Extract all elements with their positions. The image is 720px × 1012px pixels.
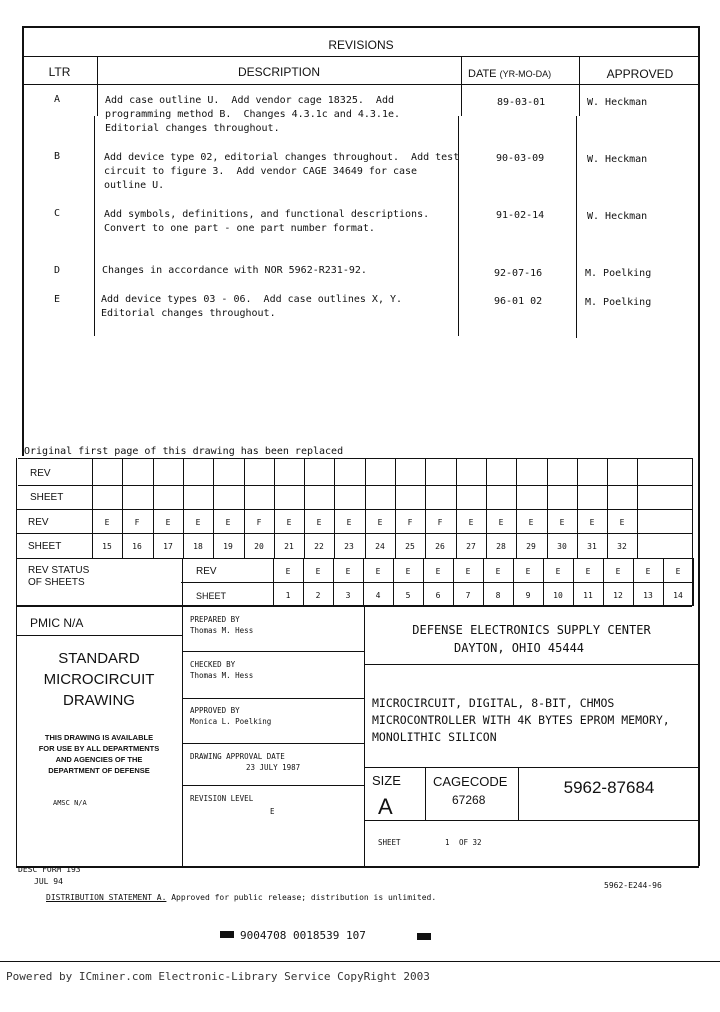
rev-row-date: 96-01 02 bbox=[494, 296, 543, 307]
checked-by-label: CHECKED BY bbox=[190, 660, 236, 669]
rev-row-ltr: E bbox=[54, 294, 61, 305]
amsc-label: AMSC N/A bbox=[53, 799, 87, 807]
col-divider-ltr bbox=[97, 56, 98, 116]
status-sheet-label: SHEET bbox=[196, 591, 227, 601]
title-divider bbox=[364, 767, 699, 768]
status-sheet-cell: 7 bbox=[465, 591, 471, 600]
grid-rev-cell: E bbox=[165, 518, 171, 527]
size-divider bbox=[364, 820, 699, 821]
agency-location: DAYTON, OHIO 45444 bbox=[453, 641, 585, 655]
grid-sheet-cell: 32 bbox=[617, 542, 627, 551]
rev-row-ltr: C bbox=[54, 208, 61, 219]
rev-row-description: Add device type 02, editorial changes throughout. Add test circuit to figure 3. Add vendor CAGE 34649 for case outline U. bbox=[104, 152, 460, 191]
pmic-divider bbox=[16, 635, 182, 636]
grid-sheet-cell: 23 bbox=[344, 542, 354, 551]
approval-date-label: DRAWING APPROVAL DATE bbox=[190, 752, 285, 761]
status-sheet-cell: 8 bbox=[495, 591, 501, 600]
rev-row-date: 91-02-14 bbox=[496, 210, 545, 221]
status-sheet-cell: 11 bbox=[583, 591, 593, 600]
sheet-total: OF 32 bbox=[459, 838, 482, 847]
grid-sheet-cell: 22 bbox=[314, 542, 324, 551]
col-divider-ltr-lower bbox=[94, 116, 95, 336]
rev-row-description: Changes in accordance with NOR 5962-R231-92. bbox=[102, 265, 367, 276]
agency-name: DEFENSE ELECTRONICS SUPPLY CENTER bbox=[412, 623, 651, 637]
status-sheet-cell: 9 bbox=[525, 591, 531, 600]
grid-sheet-cell: 28 bbox=[496, 542, 506, 551]
grid-rev-cell: E bbox=[316, 518, 322, 527]
approval-date: 23 JULY 1987 bbox=[246, 763, 301, 772]
barcode-mark-left bbox=[220, 931, 234, 938]
rev-row-description: Add device types 03 - 06. Add case outlines X, Y. Editorial changes throughout. bbox=[101, 294, 403, 319]
description-header: DESCRIPTION bbox=[237, 65, 320, 79]
status-rev-cell: E bbox=[315, 567, 321, 576]
status-sheet-cell: 14 bbox=[673, 591, 683, 600]
grid-rev-cell: F bbox=[407, 518, 413, 527]
status-sheet-cell: 3 bbox=[345, 591, 351, 600]
status-sheet-cell: 13 bbox=[643, 591, 653, 600]
grid-rev-cell: F bbox=[134, 518, 140, 527]
grid-sheet-cell: 21 bbox=[284, 542, 294, 551]
col-divider-approved-lower bbox=[576, 116, 577, 338]
grid-rev-cell: E bbox=[589, 518, 595, 527]
document-reference: 5962-E244-96 bbox=[604, 881, 662, 890]
status-rev-cell: E bbox=[555, 567, 561, 576]
title-block-bottom bbox=[16, 866, 699, 868]
status-rev-cell: E bbox=[435, 567, 441, 576]
grid-line-4 bbox=[16, 533, 692, 534]
rev-row-approved: M. Poelking bbox=[585, 297, 652, 308]
grid-sheet-cell: 17 bbox=[163, 542, 173, 551]
cage-code-label: CAGECODE bbox=[433, 774, 508, 789]
prep-divider bbox=[182, 651, 364, 652]
ltr-header: LTR bbox=[48, 65, 71, 79]
col-divider-date-lower bbox=[458, 116, 459, 336]
drawing-title: MICROCIRCUIT, DIGITAL, 8-BIT, CHMOS MICROCONTROLLER WITH 4K BYTES EPROM MEMORY, MONOLITHIC SILICON bbox=[372, 696, 670, 744]
status-rev-label: REV bbox=[196, 566, 217, 577]
status-rev-cell: E bbox=[495, 567, 501, 576]
rev-row-description: Add symbols, definitions, and functional descriptions. Convert to one part - one part number format. bbox=[104, 209, 430, 234]
frame-right bbox=[698, 26, 700, 866]
size-value: A bbox=[378, 794, 393, 819]
status-sheet-cell: 6 bbox=[435, 591, 441, 600]
rev-row-approved: W. Heckman bbox=[587, 154, 648, 165]
sheet-number: 1 bbox=[445, 838, 450, 847]
rev-row-date: 89-03-01 bbox=[497, 97, 546, 108]
grid-rev-cell: E bbox=[559, 518, 565, 527]
status-rev-cell: E bbox=[285, 567, 291, 576]
size-cage-divider bbox=[425, 767, 426, 820]
prepared-by-name: Thomas M. Hess bbox=[190, 626, 254, 635]
revisions-title: REVISIONS bbox=[328, 38, 394, 52]
grid-rev-cell: E bbox=[195, 518, 201, 527]
grid-sheet-label-2: SHEET bbox=[28, 541, 62, 552]
rev-row-ltr: D bbox=[54, 265, 61, 276]
approved-by-label: APPROVED BY bbox=[190, 706, 240, 715]
status-sheet-cell: 4 bbox=[375, 591, 381, 600]
status-column-divider bbox=[693, 558, 694, 606]
standard-drawing-title: STANDARD MICROCIRCUIT DRAWING bbox=[43, 650, 155, 709]
approve-divider bbox=[182, 743, 364, 744]
pmic-label: PMIC N/A bbox=[30, 616, 84, 630]
grid-sheet-cell: 20 bbox=[254, 542, 264, 551]
status-rev-cell: E bbox=[405, 567, 411, 576]
sheet-label: SHEET bbox=[378, 838, 401, 847]
approved-header: APPROVED bbox=[606, 67, 674, 81]
availability-note: THIS DRAWING IS AVAILABLE FOR USE BY ALL DEPARTMENTS AND AGENCIES OF THE DEPARTMENT OF DEFENSE bbox=[38, 733, 160, 775]
frame-left bbox=[22, 26, 24, 456]
checked-by-name: Thomas M. Hess bbox=[190, 671, 254, 680]
barcode-mark-right bbox=[417, 933, 431, 940]
date-header: DATE (YR-MO-DA) bbox=[468, 68, 552, 80]
prepared-by-label: PREPARED BY bbox=[190, 615, 240, 624]
grid-column-divider bbox=[637, 458, 638, 558]
revision-level: E bbox=[270, 807, 275, 816]
status-sheet-cell: 5 bbox=[405, 591, 411, 600]
grid-rev-label-2: REV bbox=[28, 517, 49, 528]
grid-rev-cell: E bbox=[498, 518, 504, 527]
status-sheet-cell: 10 bbox=[553, 591, 563, 600]
barcode-text: 9004708 0018539 107 bbox=[240, 929, 366, 942]
rev-row-approved: W. Heckman bbox=[587, 211, 648, 222]
approved-by-name: Monica L. Poelking bbox=[190, 717, 272, 726]
grid-line-2 bbox=[18, 485, 692, 486]
grid-sheet-label: SHEET bbox=[30, 492, 64, 503]
size-label: SIZE bbox=[372, 773, 401, 788]
cage-code: 67268 bbox=[452, 793, 486, 807]
status-rev-cell: E bbox=[345, 567, 351, 576]
rev-row-ltr: A bbox=[54, 94, 61, 105]
grid-rev-cell: E bbox=[377, 518, 383, 527]
grid-sheet-cell: 15 bbox=[102, 542, 112, 551]
replaced-note: Original first page of this drawing has been replaced bbox=[24, 446, 344, 457]
grid-rev-cell: F bbox=[437, 518, 443, 527]
status-sheet-cell: 12 bbox=[613, 591, 623, 600]
status-rev-cell: E bbox=[675, 567, 681, 576]
form-number: DESC FORM 193 bbox=[18, 865, 81, 874]
grid-sheet-cell: 18 bbox=[193, 542, 203, 551]
revisions-header-divider bbox=[22, 56, 700, 57]
grid-rev-cell: E bbox=[286, 518, 292, 527]
status-rev-cell: E bbox=[615, 567, 621, 576]
frame-top bbox=[22, 26, 700, 28]
status-rev-cell: E bbox=[525, 567, 531, 576]
status-rev-cell: E bbox=[465, 567, 471, 576]
grid-rev-cell: E bbox=[346, 518, 352, 527]
form-date: JUL 94 bbox=[34, 877, 63, 886]
rev-row-ltr: B bbox=[54, 151, 61, 162]
rev-status-label: REV STATUS OF SHEETS bbox=[28, 565, 90, 588]
powered-divider bbox=[0, 961, 720, 962]
revision-level-label: REVISION LEVEL bbox=[190, 794, 254, 803]
date-divider bbox=[182, 785, 364, 786]
grid-line-6 bbox=[181, 582, 692, 583]
grid-line-5 bbox=[16, 558, 692, 559]
grid-sheet-cell: 26 bbox=[435, 542, 445, 551]
col-divider-date bbox=[461, 56, 462, 116]
grid-rev-cell: E bbox=[528, 518, 534, 527]
grid-line-7 bbox=[16, 605, 692, 607]
rev-row-approved: W. Heckman bbox=[587, 97, 648, 108]
revisions-columns-divider bbox=[22, 84, 700, 85]
grid-sheet-cell: 25 bbox=[405, 542, 415, 551]
grid-rev-cell: E bbox=[104, 518, 110, 527]
grid-sheet-cell: 30 bbox=[557, 542, 567, 551]
grid-rev-cell: E bbox=[468, 518, 474, 527]
grid-sheet-cell: 24 bbox=[375, 542, 385, 551]
grid-sheet-cell: 19 bbox=[223, 542, 233, 551]
rev-row-date: 90-03-09 bbox=[496, 153, 545, 164]
agency-divider bbox=[364, 664, 699, 665]
status-rev-cell: E bbox=[585, 567, 591, 576]
status-sheet-cell: 1 bbox=[285, 591, 291, 600]
check-divider bbox=[182, 698, 364, 699]
status-rev-cell: E bbox=[375, 567, 381, 576]
grid-rev-cell: E bbox=[225, 518, 231, 527]
grid-sheet-cell: 31 bbox=[587, 542, 597, 551]
drawing-number: 5962-87684 bbox=[563, 778, 655, 797]
grid-rev-label: REV bbox=[30, 468, 51, 479]
title-col-1 bbox=[182, 558, 183, 866]
grid-rev-cell: F bbox=[256, 518, 262, 527]
distribution-statement: DISTRIBUTION STATEMENT A. Approved for public release; distribution is unlimited. bbox=[46, 893, 437, 902]
rev-row-date: 92-07-16 bbox=[494, 268, 543, 279]
grid-rev-cell: E bbox=[619, 518, 625, 527]
grid-line-1 bbox=[18, 458, 692, 459]
grid-line-3 bbox=[16, 509, 692, 510]
powered-by-text: Powered by ICminer.com Electronic-Library Service CopyRight 2003 bbox=[6, 970, 430, 983]
rev-row-description: Add case outline U. Add vendor cage 18325. Add programming method B. Changes 4.3.1c and 4.3.1e. Editorial changes throughout. bbox=[105, 95, 401, 134]
grid-sheet-cell: 27 bbox=[466, 542, 476, 551]
status-rev-cell: E bbox=[645, 567, 651, 576]
status-sheet-cell: 2 bbox=[315, 591, 321, 600]
col-divider-approved bbox=[579, 56, 580, 116]
rev-row-approved: M. Poelking bbox=[585, 268, 652, 279]
grid-sheet-cell: 29 bbox=[526, 542, 536, 551]
grid-sheet-cell: 16 bbox=[132, 542, 142, 551]
